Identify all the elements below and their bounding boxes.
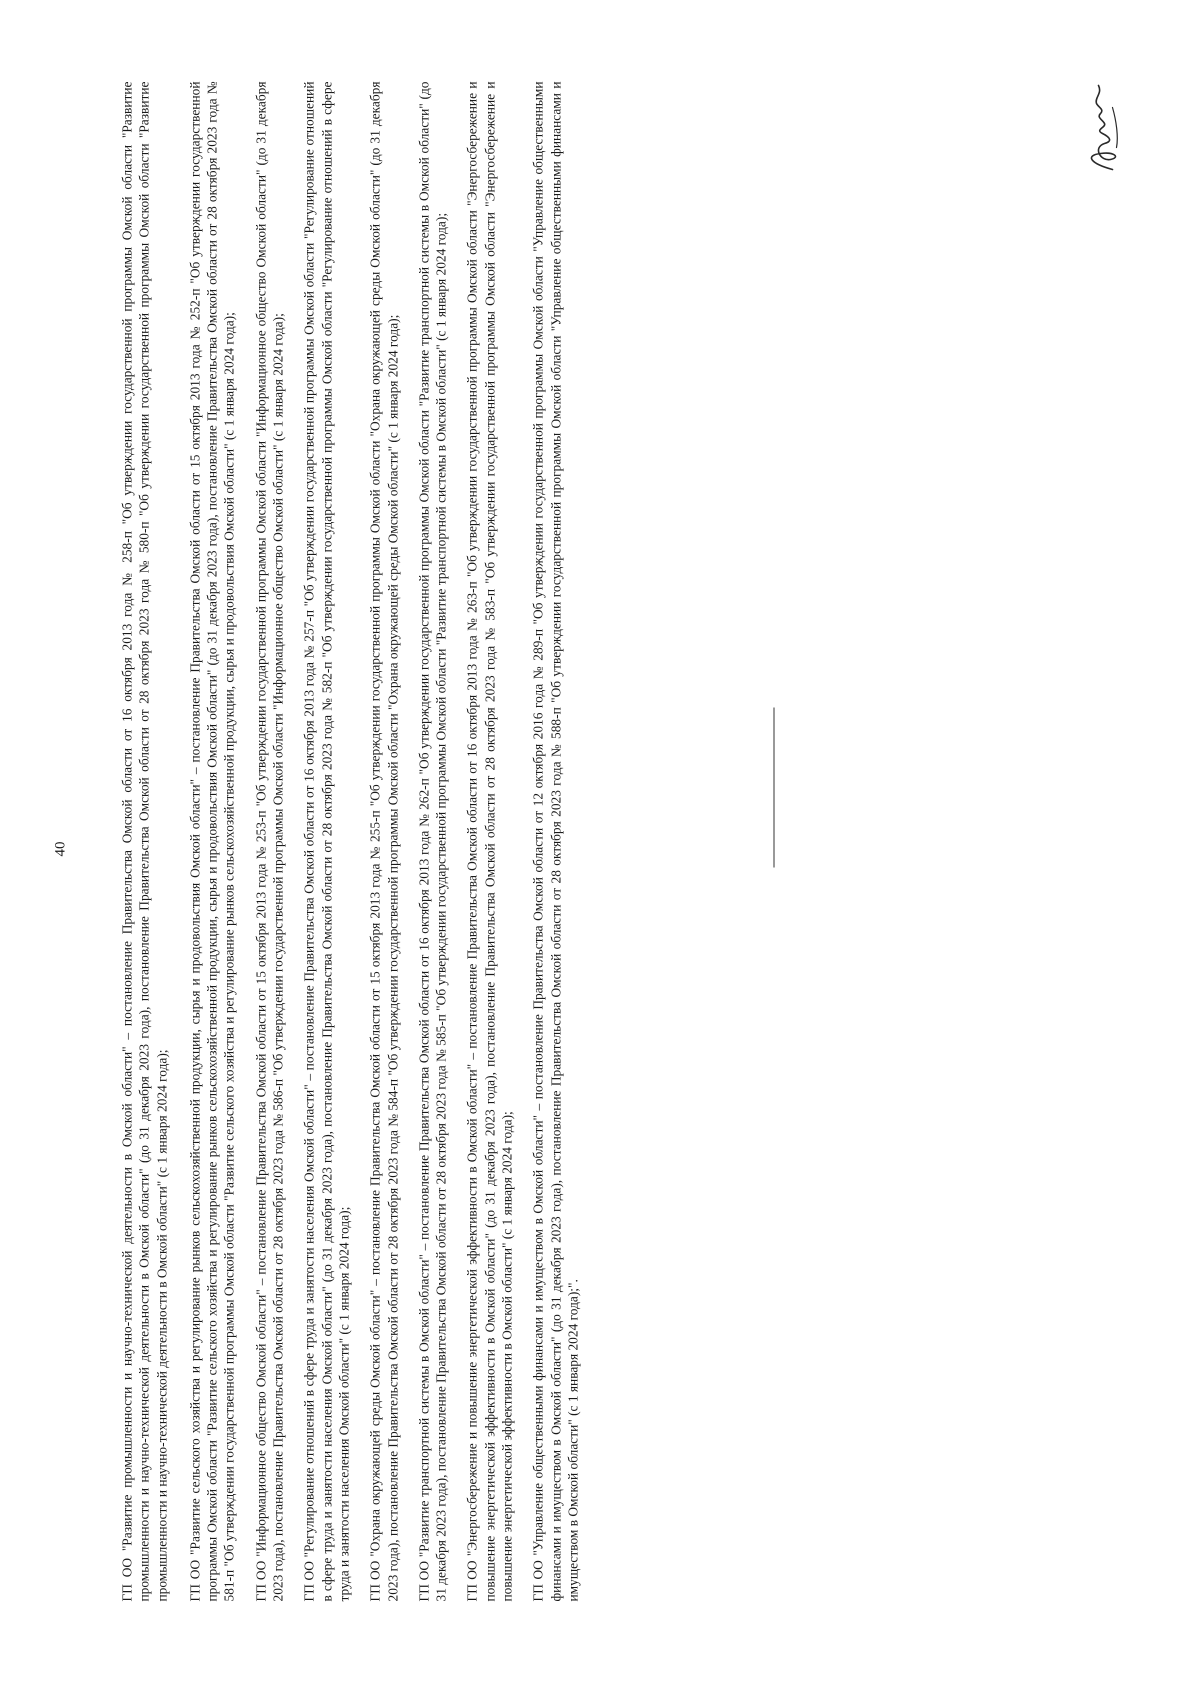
list-item: ГП ОО "Управление общественными финансами и имуществом в Омской области" – постановление Правительства Омской области от 12 октября 2016 года № 289-п "Об утверждении государственной программы Омской области "Управление общественными финансами и имуществом в Омской области" (до 31 декабря 2023 года), постановление Правительства Омской области от 28 октября 2023 года № 588-п "Об утверждении государственной программы Омской области "Управление общественными финансами и имуществом в Омской области" (с 1 января 2024 года);". [530,81,580,1601]
list-item: ГП ОО "Развитие промышленности и научно-технической деятельности в Омской области" – постановление Правительства Омской области от 16 октября 2013 года № 258-п "Об утверждении государственной программы Омской области "Развитие промышленности и научно-технической деятельности в Омской области" (до 31 декабря 2023 года), постановление Правительства Омской области от 28 октября 2023 года № 580-п "Об утверждении государственной программы Омской области "Развитие промышленности и научно-технической деятельности в Омской области" (с 1 января 2024 года); [119,81,169,1601]
closing-divider [773,707,774,867]
list-item: ГП ОО "Регулирование отношений в сфере труда и занятости населения Омской области" – постановление Правительства Омской области от 16 октября 2013 года № 257-п "Об утверждении государственной программы Омской области "Регулирование отношений в сфере труда и занятости населения Омской области" (до 31 декабря 2023 года), постановление Правительства Омской области от 28 октября 2023 года № 582-п "Об утверждении государственной программы Омской области "Регулирование отношений в сфере труда и занятости населения Омской области" (с 1 января 2024 года); [301,81,351,1601]
document-body [118,81,595,1601]
signature-mark [1070,67,1130,177]
list-item: ГП ОО "Энергосбережение и повышение энергетической эффективности в Омской области" – постановление Правительства Омской области от 16 октября 2013 года № 263-п "Об утверждении государственной программы Омской области "Энергосбережение и повышение энергетической эффективности в Омской области" (до 31 декабря 2023 года), постановление Правительства Омской области от 28 октября 2023 года № 583-п "Об утверждении государственной программы Омской области "Энергосбережение и повышение энергетической эффективности в Омской области" (с 1 января 2024 года); [464,81,515,1601]
list-item: ГП ОО "Охрана окружающей среды Омской области" – постановление Правительства Омской области от 15 октября 2013 года № 255-п "Об утверждении государственной программы Омской области "Охрана окружающей среды Омской области" (до 31 декабря 2023 года), постановление Правительства Омской области от 28 октября 2023 года № 584-п "Об утверждении государственной программы Омской области "Охрана окружающей среды Омской области" (с 1 января 2024 года); [367,81,400,1601]
list-item: ГП ОО "Развитие сельского хозяйства и регулирование рынков сельскохозяйственной продукции, сырья и продовольствия Омской области" – постановление Правительства Омской области от 15 октября 2013 года № 252-п "Об утверждении государственной программы Омской области "Развитие сельского хозяйства и регулирование рынков сельскохозяйственной продукции, сырья и продовольствия Омской области" (до 31 декабря 2023 года), постановление Правительства Омской области от 28 октября 2023 года № 581-п "Об утверждении государственной программы Омской области "Развитие сельского хозяйства и регулирование рынков сельскохозяйственной продукции, сырья и продовольствия Омской области" (с 1 января 2024 года); [186,81,237,1601]
page-number: 40 [52,841,68,856]
list-item: ГП ОО "Развитие транспортной системы в Омской области" – постановление Правительства Омской области от 16 октября 2013 года № 262-п "Об утверждении государственной программы Омской области "Развитие транспортной системы в Омской области" (до 31 декабря 2023 года), постановление Правительства Омской области от 28 октября 2023 года № 585-п "Об утверждении государственной программы Омской области "Развитие транспортной системы в Омской области" (с 1 января 2024 года); [415,81,449,1601]
list-item: ГП ОО "Информационное общество Омской области" – постановление Правительства Омской области от 15 октября 2013 года № 253-п "Об утверждении государственной программы Омской области "Информационное общество Омской области" (до 31 декабря 2023 года), постановление Правительства Омской области от 28 октября 2023 года № 586-п "Об утверждении государственной программы Омской области "Информационное общество Омской области" (с 1 января 2024 года); [252,81,286,1601]
